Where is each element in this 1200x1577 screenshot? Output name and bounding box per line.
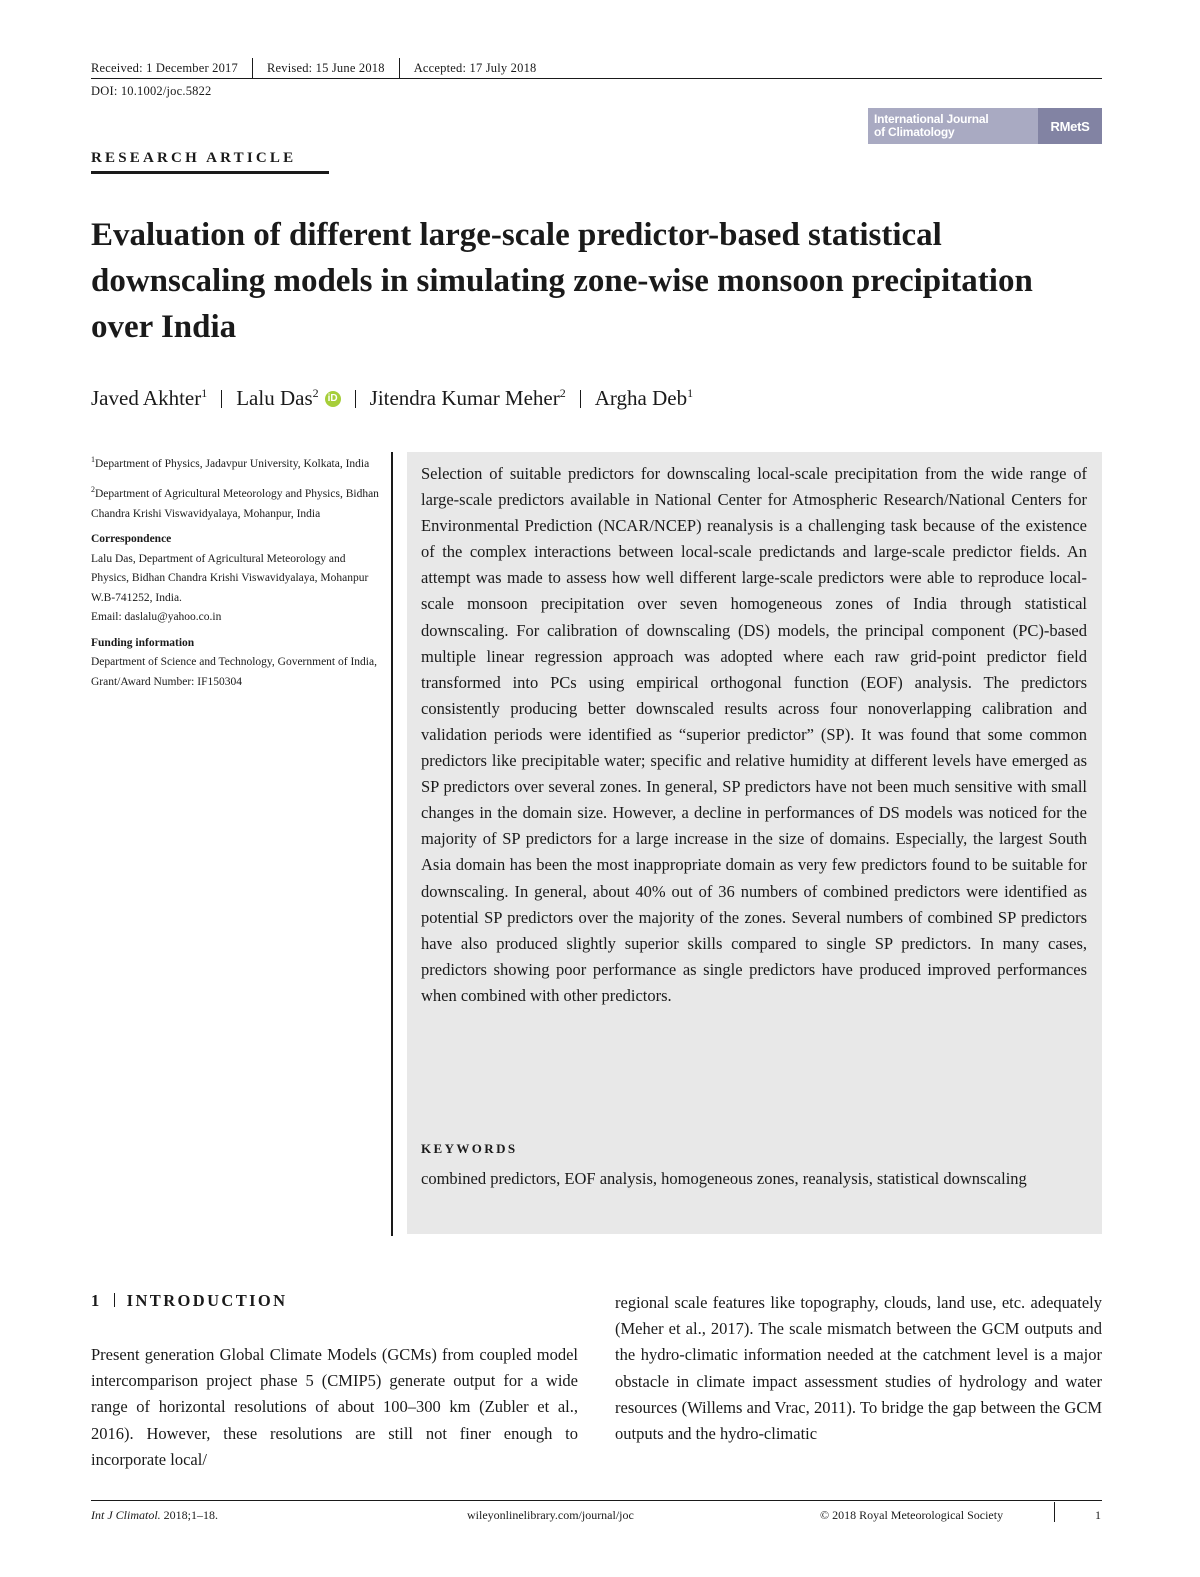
affiliation-1: $^1$Department of Physics, Jadavpur University, Kolkata, India [91,455,370,470]
footer-citation: Int J Climatol. 2018;1–18. [91,1508,219,1522]
author-name[interactable]: Javed Akhter$^1$ [91,386,208,410]
date-divider [399,58,400,78]
footer-rule [91,1500,1102,1501]
correspondence-email[interactable]: Email: daslalu@yahoo.co.in [91,611,222,624]
author-list [91,386,693,411]
article-dates [91,58,536,78]
journal-logo-text: International Journal of Climatology [868,108,1038,144]
page-number: 1 [1095,1508,1101,1522]
author-name[interactable]: Jitendra Kumar Meher$^2$ [369,386,566,410]
article-type-underline [91,171,329,174]
intro-column-1: Present generation Global Climate Models (GCMs) from coupled model intercomparison project phase 5 (CMIP5) generate output for a wide range of horizontal resolutions of about 100–300 km (Zubler et al., 2016). However, these resolutions are still not finer enough to incorporate local/ [91,1345,578,1469]
intro-column-2: regional scale features like topography, clouds, land use, etc. adequately (Meher et al., 2017). The scale mismatch between the GCM outputs and the hydro-climatic information needed at the catchment level is a major obstacle in climate impact assessment studies of hydrology and water resources (Willems and Vrac, 2011). To bridge the gap between the GCM outputs and the hydro-climatic [615,1293,1102,1444]
revised-date: Revised: 15 June 2018 [266,60,385,75]
rmets-logo: RMetS [1038,108,1102,144]
affiliations [91,450,381,698]
correspondence [91,530,381,628]
header-rule [91,78,1102,79]
funding-heading: Funding information [91,636,195,649]
paper-title: Evaluation of different large-scale predictor-based statistical downscaling models in simulating zone-wise monsoon precipitation over India [91,217,1033,345]
accepted-date: Accepted: 17 July 2018 [413,60,537,75]
journal-logo[interactable] [868,108,1102,144]
abstract-text: Selection of suitable predictors for downscaling local-scale precipitation from the wide range of large-scale predictors available in National Center for Atmospheric Research/National Centers for Environmental Prediction (NCAR/NCEP) reanalysis is a challenging task because of the existence of the complex interactions between local-scale predictands and large-scale predictor fields. An attempt was made to assess how well different large-scale predictors were able to reproduce local-scale monsoon precipitation over seven homogeneous zones of India through statistical downscaling. For calibration of downscaling (DS) models, the principal component (PC)-based multiple linear regression approach was adopted where each raw grid-point predictor field transformed into PCs using empirical orthogonal function (EOF) analysis. The predictors consistently producing better downscaled results across four nonoverlapping calibration and validation periods were identified as “superior predictor” (SP). It was found that some common predictors like precipitable water; specific and relative humidity at different levels have emerged as SP predictors over several zones. In general, SP predictors have not been much sensitive with small changes in the domain size. However, a decline in performances of DS models was noticed for the majority of SP predictors for a large increase in the size of domains. Especially, the largest South Asia domain has been the most inappropriate domain as very few predictors found to be suitable for downscaling. In general, about 40% out of 36 numbers of combined predictors were identified as potential SP predictors over the majority of the zones. Several numbers of combined SP predictors have also produced slightly superior skills compared to single SP predictors. In many cases, predictors showing poor performance as single predictors have produced improved performances when combined with other predictors. [421,464,1087,1005]
received-date: Received: 1 December 2017 [91,60,238,75]
footer-divider [1054,1502,1055,1522]
article-type: RESEARCH ARTICLE [91,150,297,166]
footer-copyright: © 2018 Royal Meteorological Society [820,1508,1004,1522]
orcid-icon[interactable]: iD [325,391,341,407]
funding-text: Department of Science and Technology, Government of India, Grant/Award Number: IF150304 [91,656,377,688]
column-divider [391,452,393,1236]
keywords-heading: KEYWORDS [421,1141,518,1156]
correspondence-text: Lalu Das, Department of Agricultural Meteorology and Physics, Bidhan Chandra Krishi Viswavidyalaya, Mohanpur W.B-741252, India. [91,552,369,604]
funding-information [91,634,381,693]
correspondence-heading: Correspondence [91,533,172,546]
author-divider [221,390,222,408]
author-name[interactable]: Lalu Das$^2$ [236,386,319,410]
author-divider [355,390,356,408]
footer-journal-url[interactable]: wileyonlinelibrary.com/journal/joc [467,1508,634,1522]
section-heading-introduction: 1 INTRODUCTION [91,1291,288,1310]
author-name[interactable]: Argha Deb$^1$ [594,386,694,410]
date-divider [252,58,253,78]
author-divider [580,390,581,408]
doi[interactable]: DOI: 10.1002/joc.5822 [91,84,212,98]
affiliation-2: $^2$Department of Agricultural Meteorology and Physics, Bidhan Chandra Krishi Viswavidyalaya, Mohanpur, India [91,485,379,520]
keywords-text: combined predictors, EOF analysis, homogeneous zones, reanalysis, statistical downscaling [421,1169,1027,1188]
